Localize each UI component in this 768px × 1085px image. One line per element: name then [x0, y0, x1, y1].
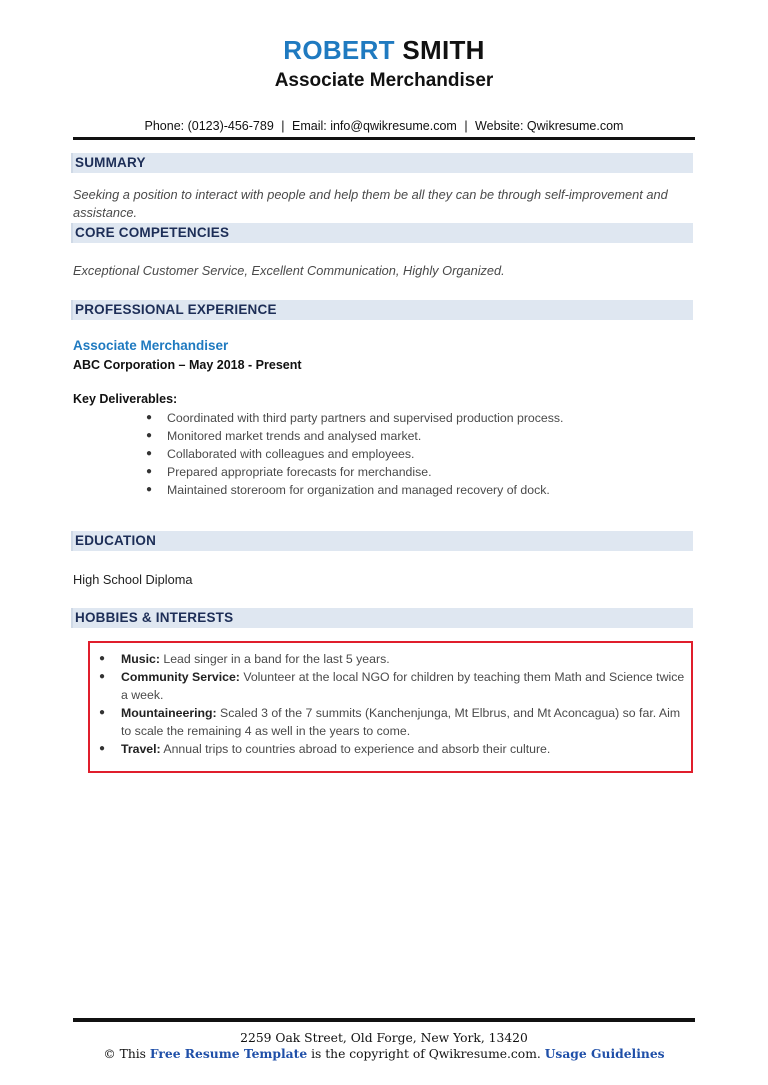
- bullet-icon: ●: [99, 707, 106, 718]
- footer-divider: [73, 1018, 695, 1022]
- list-item: [146, 427, 687, 445]
- summary-text: Seeking a position to interact with people and help them be all they can be through self-improvement and assistance.: [73, 187, 668, 220]
- contact-website[interactable]: Website: Qwikresume.com: [475, 119, 624, 133]
- deliverable-text: Prepared appropriate forecasts for merchandise.: [167, 465, 432, 479]
- deliverable-text: Coordinated with third party partners and supervised production process.: [167, 411, 564, 425]
- list-item: [99, 668, 686, 704]
- candidate-title: Associate Merchandiser: [274, 70, 494, 91]
- bullet-icon: ●: [146, 412, 153, 423]
- hobbies-list: [99, 650, 686, 758]
- list-item: [146, 481, 687, 499]
- deliverable-text: Collaborated with colleagues and employees.: [167, 447, 415, 461]
- bullet-icon: ●: [99, 653, 106, 664]
- footer-address: 2259 Oak Street, Old Forge, New York, 13420: [240, 1031, 528, 1045]
- free-resume-template-link[interactable]: Free Resume Template: [149, 1046, 308, 1061]
- company-dates: ABC Corporation – May 2018 - Present: [73, 358, 302, 372]
- usage-guidelines-link[interactable]: Usage Guidelines: [544, 1046, 665, 1061]
- last-name: SMITH: [402, 35, 485, 65]
- list-item: [99, 740, 686, 758]
- deliverable-text: Maintained storeroom for organization and managed recovery of dock.: [167, 483, 550, 497]
- list-item: [146, 463, 687, 481]
- list-item: [146, 409, 687, 427]
- education-text: High School Diploma: [73, 572, 193, 587]
- section-heading-hobbies: HOBBIES & INTERESTS: [71, 608, 693, 628]
- section-heading-core-competencies: CORE COMPETENCIES: [71, 223, 693, 243]
- hobby-text: Scaled 3 of the 7 summits (Kanchenjunga, Mt Elbrus, and Mt Aconcagua) so far. Aim to scale the remaining 4 as well in the years to come.: [121, 706, 681, 738]
- header-divider: [73, 137, 695, 140]
- contact-separator: |: [464, 119, 468, 133]
- hobby-label: Travel:: [121, 742, 161, 756]
- job-title: Associate Merchandiser: [73, 338, 229, 353]
- list-item: [99, 650, 686, 668]
- contact-separator: |: [281, 119, 285, 133]
- bullet-icon: ●: [146, 448, 153, 459]
- contact-line: [73, 118, 695, 134]
- resume-header: [0, 35, 768, 94]
- contact-email[interactable]: Email: info@qwikresume.com: [292, 119, 457, 133]
- key-deliverables-label: Key Deliverables:: [73, 392, 178, 406]
- list-item: [146, 445, 687, 463]
- deliverables-list: [146, 409, 687, 499]
- hobby-text: Lead singer in a band for the last 5 years.: [159, 652, 390, 666]
- hobby-label: Music:: [121, 652, 160, 666]
- bullet-icon: ●: [99, 671, 106, 682]
- hobby-text: Volunteer at the local NGO for children by teaching them Math and Science twice a week.: [121, 670, 685, 702]
- hobby-label: Mountaineering:: [121, 706, 217, 720]
- deliverable-text: Monitored market trends and analysed market.: [167, 429, 422, 443]
- hobby-label: Community Service:: [121, 670, 240, 684]
- copyright-middle: is the copyright of Qwikresume.com.: [307, 1047, 545, 1061]
- hobby-text: Annual trips to countries abroad to experience and absorb their culture.: [160, 742, 551, 756]
- copyright-prefix: © This: [103, 1047, 150, 1061]
- section-heading-summary: SUMMARY: [71, 153, 693, 173]
- bullet-icon: ●: [99, 743, 106, 754]
- bullet-icon: ●: [146, 484, 153, 495]
- list-item: [99, 704, 686, 740]
- footer-copyright: [0, 1046, 768, 1062]
- contact-phone: Phone: (0123)-456-789: [144, 119, 274, 133]
- section-heading-education: EDUCATION: [71, 531, 693, 551]
- candidate-name: [0, 35, 768, 65]
- core-competencies-text: Exceptional Customer Service, Excellent Communication, Highly Organized.: [73, 263, 505, 278]
- first-name: ROBERT: [283, 35, 395, 65]
- bullet-icon: ●: [146, 466, 153, 477]
- section-heading-experience: PROFESSIONAL EXPERIENCE: [71, 300, 693, 320]
- bullet-icon: ●: [146, 430, 153, 441]
